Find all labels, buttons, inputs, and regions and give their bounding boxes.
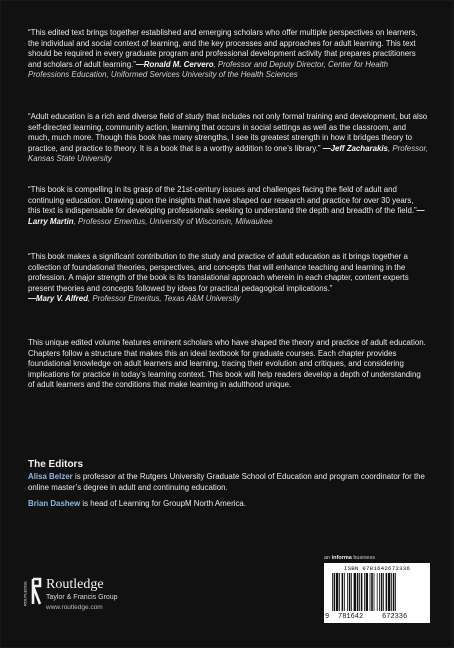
barcode-bar [391,573,392,611]
endorsement-text: “This book makes a significant contribution to the study and practice of adult education as it brings together a collection of foundational theories, perspectives, and concepts that will enhance teaching and learning in the profession. A major strength of the book is its translational approach wherein in each chapter, content experts present theories and concepts followed by ideas for practical pedagogical implications.” [28,252,409,293]
barcode-bar [349,573,351,611]
informa-business-label [324,555,375,561]
endorser-affiliation: , Professor Emeritus, Texas A&M University [87,294,241,304]
endorsement-3 [28,185,428,227]
editor-name: Alisa Belzer [28,472,73,481]
barcode-bar [386,573,388,611]
barcode-bar [379,573,380,611]
barcode-bar [357,573,359,611]
barcode-bar [361,573,363,611]
endorser-name: —Ronald M. Cervero [135,59,214,69]
barcode-bar [374,573,375,611]
editors-heading: The Editors [28,459,84,470]
endorsement-text: “This edited text brings together established and emerging scholars who offer multiple perspectives on learners, the individual and social context of learning, and the key processes and approaches for adult learning. This text should be required in every graduate program and professional development activity that prepares practitioners and scholars of adult learning.” [28,28,418,69]
barcode-bar [351,573,352,611]
endorser-name: —Jeff Zacharakis [320,143,388,153]
endorser-affiliation: , Professor, Kansas State University [28,143,428,164]
barcode-bar [388,573,390,611]
barcode-bar [364,573,365,611]
endorser-name: —Larry Martin [28,206,425,226]
logo-vertical-text: ROUTLEDGE [22,581,28,606]
routledge-logo-icon [22,577,44,607]
informa-suffix: business [351,555,376,561]
barcode-bar [342,573,344,611]
publisher-url: www.routledge.com [46,604,103,611]
barcode-bar [344,573,345,611]
barcode-bar [366,573,368,611]
barcode-bar [336,573,338,611]
barcode-bar [395,573,396,611]
barcode-bars-icon [330,573,424,613]
barcode-bar [334,573,336,611]
barcode-digit-first: 9 [325,613,330,621]
barcode-bar [332,573,333,611]
barcode-bar [393,573,395,611]
publisher-name: Routledge [46,577,104,592]
isbn-barcode [324,563,430,623]
endorsement-text: “Adult education is a rich and diverse field of study that includes not only formal training and development, but also self-directed learning, community action, learning that occurs in social settings as well as the classroom, and much, much more. Though this book has many strengths, I see its greatest strength in how it bridges theory to practice, and practice to theory. It is a book that is a worthy addition to one’s library.” [28,112,428,153]
endorser-name: —Mary V. Alfred [28,294,88,304]
informa-brand: informa [331,555,352,561]
barcode-bar [370,573,371,611]
barcode-digit-group-2: 672336 [382,613,408,621]
editor-bio: is professor at the Rutgers University Graduate School of Education and program coordinator for the online master’s degree in adult and continuing education. [28,472,425,492]
endorsement-4 [28,252,428,305]
barcode-bar [371,573,373,611]
editor-bio-1 [28,472,428,493]
barcode-digit-group-1: 781642 [338,613,364,621]
informa-prefix: an [324,555,332,561]
isbn-label: ISBN 9781642672336 [343,565,411,572]
endorser-affiliation: , Professor Emeritus, University of Wisconsin, Milwaukee [73,216,273,226]
barcode-bar [339,573,340,611]
barcode-bar [347,573,348,611]
publisher-group: Taylor & Francis Group [46,594,118,601]
book-description: This unique edited volume features eminent scholars who have shaped the theory and practice of adult education. Chapters follow a structure that makes this an ideal textbook for graduate courses. Each chapter provides foundational knowledge on adult learners and learning, tracing their evolution and critiques, and considering implications for practice in today’s learning context. This book will help readers develop a depth of understanding of adult learners and the conditions that make learning in adulthood unique. [28,338,426,390]
barcode-bar [381,573,383,611]
editor-bio-2 [28,499,428,510]
barcode-bar [383,573,384,611]
barcode-bar [354,573,356,611]
endorsement-text: “This book is compelling in its grasp of the 21st-century issues and challenges facing the field of adult and continuing education. Drawing upon the insights that have shaped our research and practice for over 30 years, this text is indispensable for developing professionals seeking to understand the depth and breadth of the field.” [28,185,417,216]
barcode-bar [359,573,360,611]
endorsement-2 [28,112,428,165]
editor-bio: is head of Learning for GroupM North America. [80,499,246,508]
endorser-affiliation: , Professor and Deputy Director, Center for Health Professions Education, Uniformed Services University of the Health Sciences [28,59,389,80]
barcode-bar [377,573,378,611]
editor-name: Brian Dashew [28,499,81,508]
endorsement-1 [28,28,428,81]
